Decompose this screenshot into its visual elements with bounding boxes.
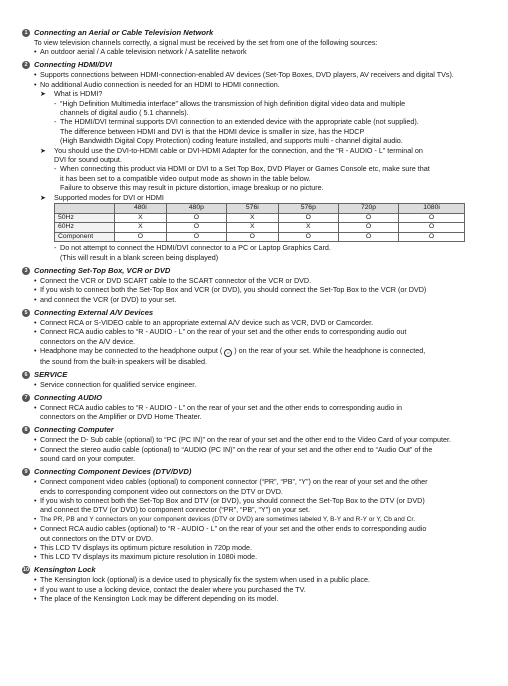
note-text: You should use the DVI-to-HDMI cable or DVI-HDMI Adapter for the connection, and the “R - AUDIO - L” terminal on [54, 145, 423, 155]
table-cell: O [166, 223, 226, 233]
section-kensington-lock [22, 565, 484, 603]
table-cell: O [166, 232, 226, 242]
continuation-line: ends to corresponding component video out connectors on the DTV or DVD. [40, 486, 283, 496]
table-cell: X [278, 223, 338, 233]
section-title: Connecting Set-Top Box, VCR or DVD [34, 265, 171, 275]
bullet-item: • The Kensington lock (optional) is a device used to physically fix the system when used in a public place. [34, 575, 484, 584]
headphone-icon: ♫ [224, 349, 232, 357]
section-number-badge: 10 [22, 567, 30, 574]
table-cell: X [226, 223, 278, 233]
arrow-note-icon: ➤ [40, 145, 47, 155]
section-hdmi-dvi [22, 60, 484, 262]
bullet-item: • Connect the stereo audio cable (optional) to “AUDIO (PC IN)” on the rear of your set and the other end to “Audio Out” of the [34, 445, 484, 454]
dash-item: - The HDMI/DVI terminal supports DVI connection to an extended device with the appropriate cable (not supplied). [34, 117, 484, 126]
bullet-item: • Connect RCA audio cables to “R - AUDIO - L” on the rear of your set and the other ends to corresponding audio out [34, 327, 484, 336]
continuation-line: and connect the DTV (or DVD) to component connector (“PR”, “PB”, “Y”) on your set. [40, 505, 311, 515]
bullet-item: • The place of the Kensington Lock may be different depending on its model. [34, 594, 484, 603]
section-component-devices [22, 467, 484, 562]
table-cell: O [338, 223, 398, 233]
table-cell: O [226, 232, 278, 242]
bullet-item: • Connect RCA audio cables to “R - AUDIO - L” on the rear of your set and the other ends to corresponding audio in [34, 403, 484, 412]
dash-item: - Do not attempt to connect the HDMI/DVI connector to a PC or Laptop Graphics Card. [34, 243, 484, 252]
bullet-item: • Connect component video cables (optional) to component connector (“PR”, “PB”, “Y”) on the rear of your set and the other [34, 477, 484, 486]
table-header-cell: 480p [166, 204, 226, 214]
bullet-item: • Connect RCA or S-VIDEO cable to an appropriate external A/V device such as VCR, DVD or Camcorder. [34, 318, 484, 327]
table-header-row [55, 204, 465, 214]
section-number-badge: 6 [22, 371, 30, 379]
table-cell: O [338, 213, 398, 223]
table-row [55, 232, 465, 242]
row-label: 50Hz [55, 213, 115, 223]
section-audio [22, 393, 484, 422]
arrow-note-icon: ➤ [40, 192, 47, 202]
table-cell: O [166, 213, 226, 223]
section-title: Kensington Lock [34, 565, 96, 575]
bullet-item: • This LCD TV displays its maximum picture resolution in 1080i mode. [34, 552, 484, 561]
paragraph: To view television channels correctly, a signal must be received by the set from one of the following sources: [34, 38, 378, 47]
note-item [34, 146, 484, 155]
continuation-line: it has been set to a compatible video output mode as shown in the table below. [60, 173, 311, 183]
section-heading [22, 370, 484, 380]
bullet-item: • If you wish to connect both the Set-Top Box and VCR (or DVD), you should connect the Set-Top Box to the VCR (or DVD) [34, 285, 484, 294]
table-header-cell: 576p [278, 204, 338, 214]
section-title: Connecting Component Devices (DTV/DVD) [34, 467, 192, 477]
bullet-text: ) on the rear of your set. While the headphone is connected, [234, 345, 426, 355]
bullet-item: • Connect the D- Sub cable (optional) to “PC (PC IN)” on the rear of your set and the other end to the Video Card of your computer. [34, 435, 484, 444]
bullet-item: • Connect the VCR or DVD SCART cable to the SCART connector of the VCR or DVD. [34, 276, 484, 285]
table-cell: O [115, 232, 167, 242]
bullet-item: • If you wish to connect both the Set-Top Box and DTV (or DVD), you should connect the Set-Top Box to the DTV (or DVD) [34, 496, 484, 505]
continuation-line: connectors on the Amplifier or DVD Home Theater. [40, 412, 202, 422]
section-title: Connecting an Aerial or Cable Television Network [34, 28, 214, 37]
bullet-item: • Service connection for qualified service engineer. [34, 380, 484, 389]
supported-modes-table [54, 203, 465, 242]
note-text: What is HDMI? [54, 89, 103, 99]
row-label: Component [55, 232, 115, 242]
continuation-line: sound card on your computer. [40, 454, 136, 464]
table-row [55, 223, 465, 233]
table-cell: X [115, 223, 167, 233]
note-text: Supported modes for DVI or HDMI [54, 192, 164, 202]
table-cell: O [278, 213, 338, 223]
bullet-item: • Supports connections between HDMI-connection-enabled AV devices (Set-Top Boxes, DVD players, AV receivers and digital TVs). [34, 70, 484, 79]
table-header-cell: 720p [338, 204, 398, 214]
section-external-av [22, 308, 484, 367]
continuation-line [34, 295, 484, 304]
table-header-cell [55, 204, 115, 214]
continuation-line: channels of digital audio ( 5.1 channels). [60, 108, 189, 118]
table-header-cell: 480i [115, 204, 167, 214]
section-title: Connecting HDMI/DVI [34, 60, 113, 70]
bullet-item: • If you want to use a locking device, contact the dealer where you purchased the TV. [34, 585, 484, 594]
table-cell: O [338, 232, 398, 242]
continuation-line: out connectors on the DTV or DVD. [40, 533, 154, 543]
section-number-badge: 7 [22, 394, 30, 402]
section-heading [22, 28, 484, 38]
section-heading [22, 467, 484, 477]
table-cell: X [115, 213, 167, 223]
table-cell: X [226, 213, 278, 223]
table-cell: O [278, 232, 338, 242]
section-heading [22, 393, 484, 403]
section-title: Connecting External A/V Devices [34, 307, 154, 317]
continuation-line: DVI for sound output. [54, 155, 122, 165]
continuation-line: (High Bandwidth Digital Copy Protection) coding feature installed, and supports multi - channel digital audio. [60, 136, 403, 146]
section-heading [22, 60, 484, 70]
table-cell: O [399, 232, 465, 242]
bullet-item: • An outdoor aerial / A cable television network / A satellite network [34, 47, 484, 56]
bullet-text: Headphone may be connected to the headphone output ( [40, 345, 223, 355]
section-title: Connecting AUDIO [34, 392, 103, 402]
section-computer [22, 425, 484, 463]
continuation-line: Failure to observe this may result in picture distortion, image breakup or no picture. [60, 183, 324, 193]
continuation-line: The difference between HDMI and DVI is that the HDMI device is smaller in size, has the HDCP [60, 126, 365, 136]
bullet-item: • No additional Audio connection is needed for an HDMI to HDMI connection. [34, 80, 484, 89]
dash-item: - When connecting this product via HDMI or DVI to a Set Top Box, DVD Player or Games Console etc, make sure that [34, 164, 484, 173]
bullet-item: • Connect RCA audio cables (optional) to “R - AUDIO - L” on the rear of your set and the other ends to corresponding audio [34, 524, 484, 533]
arrow-note-icon: ➤ [40, 89, 47, 99]
bullet-item: • This LCD TV displays its optimum picture resolution in 720p mode. [34, 543, 484, 552]
section-title: Connecting Computer [34, 425, 114, 435]
section-service [22, 370, 484, 389]
section-number-badge: 8 [22, 426, 30, 434]
continuation-line: the sound from the built-in speakers will be disabled. [40, 356, 208, 366]
table-header-cell: 576i [226, 204, 278, 214]
bullet-item: • The PR, PB and Y connectors on your component devices (DTV or DVD) are sometimes labeled Y, B-Y and R-Y or Y, Cb and Cr. [34, 515, 484, 524]
section-number-badge: 3 [22, 267, 30, 275]
section-heading [22, 425, 484, 435]
dash-item: - “High Definition Multimedia interface” allows the transmission of high definition digital video data and multiple [34, 99, 484, 108]
section-aerial [22, 28, 484, 57]
section-heading [22, 266, 484, 276]
continuation-line: (This will result in a blank screen being displayed) [60, 252, 219, 262]
note-item [34, 89, 484, 98]
table-cell: O [399, 213, 465, 223]
section-number-badge: 9 [22, 468, 30, 476]
section-title: SERVICE [34, 369, 68, 379]
continuation-line: connectors on the A/V device. [40, 336, 136, 346]
row-label: 60Hz [55, 223, 115, 233]
table-row [55, 213, 465, 223]
table-cell: O [399, 223, 465, 233]
bullet-item [34, 346, 484, 357]
section-settop-vcr-dvd [22, 266, 484, 304]
section-number-badge: 1 [22, 29, 30, 37]
section-heading [22, 308, 484, 318]
note-item [34, 193, 484, 202]
continuation-text: and connect the VCR (or DVD) to your set. [40, 294, 177, 304]
table-header-cell: 1080i [399, 204, 465, 214]
section-number-badge: 2 [22, 61, 30, 69]
section-heading [22, 565, 484, 575]
section-number-badge: 5 [22, 309, 30, 317]
